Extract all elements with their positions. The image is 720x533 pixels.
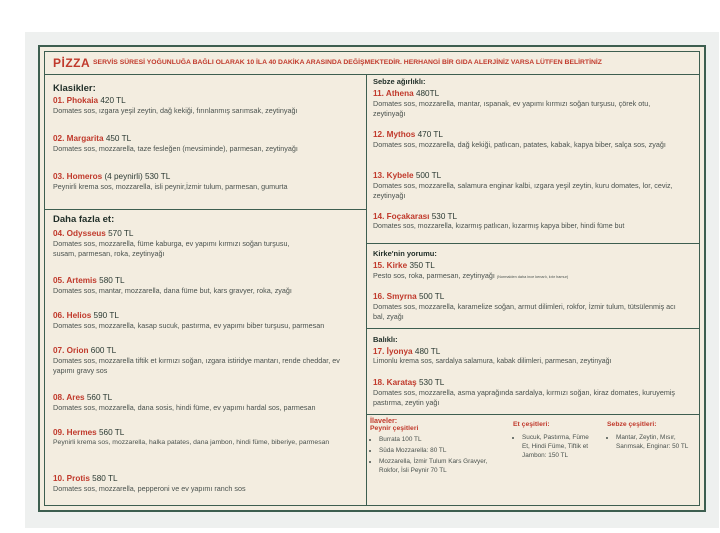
item-description: Domates sos, mozzarella, kasap sucuk, pastırma, ev yapımı biber turşusu, parmesan: [53, 321, 325, 330]
item-name: 02. Margarita 450 TL: [53, 134, 132, 143]
menu-item: [373, 130, 683, 150]
service-notice: SERVİS SÜRESİ YOĞUNLUĞA BAĞLI OLARAK 10 İLA 40 DAKİKA ARASINDA DEĞİŞMEKTEDİR. HERHANGİ BİR GIDA ALERJİNİZ VARSA LÜTFEN BELİRTİNİZ: [93, 59, 602, 66]
item-name: 03. Homeros (4 peynirli) 530 TL: [53, 172, 171, 181]
list-item: • Mozzarella, İzmir Tulum Kars Gravyer, Rokfor, İsli Peynir 70 TL: [379, 457, 488, 475]
menu-item: [53, 96, 361, 116]
divider-right-2: [366, 328, 699, 329]
list-item: • Süda Mozzarella: 80 TL: [379, 446, 488, 455]
menu-title: PİZZA: [53, 56, 91, 70]
menu-item: [53, 134, 361, 154]
item-name: 10. Protis 580 TL: [53, 474, 118, 483]
item-name: 04. Odysseus 570 TL: [53, 229, 134, 238]
menu-item: [373, 171, 683, 201]
menu-header: [45, 52, 699, 75]
menu-item: [53, 474, 361, 494]
menu-item: [53, 172, 361, 192]
item-name: 08. Ares 560 TL: [53, 393, 113, 402]
item-description: Domates sos, mozzarella, dana sosis, hindi füme, ev yapımı hardal sos, parmesan: [53, 403, 316, 412]
section-klasikler: Klasikler:: [53, 83, 96, 94]
item-description: Peynirli krema sos, mozzarella, halka patates, dana jambon, hindi füme, biberiye, parmesan: [53, 439, 330, 446]
item-name: 05. Artemis 580 TL: [53, 276, 125, 285]
pizza-menu-card: [38, 45, 706, 512]
extras-title: İlaveler:: [370, 416, 398, 425]
item-name: 17. İyonya 480 TL: [373, 347, 441, 356]
item-name: 11. Athena 480TL: [373, 89, 440, 98]
item-description: Domates sos, mozzarella, füme kaburga, ev yapımı kırmızı soğan turşusu, susam, parmesan, roka, zeytinyağı: [53, 239, 290, 259]
item-description: Domates sos, mozzarella, dağ kekiği, patlıcan, patates, kabak, kapya biber, salça sos, zyağı: [373, 140, 666, 149]
list-item: • Mantar, Zeytin, Mısır, Sarımsak, Enginar: 50 TL: [616, 433, 692, 451]
divider-right-1: [366, 243, 699, 244]
item-description: Domates sos, mozzarella, karamelize soğan, armut dilimleri, rokfor, İzmir tulum, tütsülenmiş acı bal, zyağı: [373, 302, 676, 322]
menu-item: [53, 346, 343, 376]
section-daha-fazla-et: Daha fazla et:: [53, 214, 115, 225]
list-item: • Sucuk, Pastırma, Füme Et, Hindi Füme, Tiftik et Jambon: 150 TL: [522, 433, 591, 460]
section-sebze: Sebze ağırlıklı:: [373, 77, 426, 86]
item-description: Domates sos, mozzarella, taze fesleğen (mevsiminde), parmesan, zeytinyağı: [53, 144, 298, 153]
menu-item: [373, 261, 685, 282]
item-name: 01. Phokaia 420 TL: [53, 96, 126, 105]
menu-item: [373, 89, 683, 119]
menu-item: [373, 292, 685, 322]
section-kirke: Kirke'nin yorumu:: [373, 249, 437, 258]
column-divider: [366, 74, 367, 505]
menu-frame: [44, 51, 700, 506]
item-name: 13. Kybele 500 TL: [373, 171, 442, 180]
menu-item: [53, 276, 361, 296]
menu-item: [373, 212, 685, 232]
section-balikli: Balıklı:: [373, 335, 398, 344]
item-description: Domates sos, mantar, mozzarella, dana füme but, kars gravyer, roka, zyağı: [53, 286, 292, 295]
item-description: Limonlu krema sos, sardalya salamura, kabak dilimleri, parmesan, zeytinyağı: [373, 358, 612, 365]
cheese-title: Peynir çeşitleri: [370, 425, 419, 432]
item-description: Domates sos, mozzarella, kızarmış patlıcan, kızarmış kapya biber, hindi füme but: [373, 223, 625, 230]
item-description: Domates sos, mozzarella, mantar, ıspanak, ev yapımı kırmızı soğan turşusu, çörek otu, zeytinyağı: [373, 99, 651, 119]
item-description: Domates sos, mozzarella tiftik et kırmızı soğan, ızgara istiridye mantarı, rende cheddar, ev yapımı gravy sos: [53, 356, 340, 376]
item-name: 15. Kirke 350 TL: [373, 261, 435, 270]
item-name: 16. Smyrna 500 TL: [373, 292, 445, 301]
menu-item: [373, 347, 685, 367]
item-description: Domates sos, mozzarella, salamura enginar kalbi, ızgara yeşil zeytin, kuru domates, lor, ceviz, zeytinyağı: [373, 181, 673, 201]
menu-item: [53, 428, 353, 448]
item-name: 07. Orion 600 TL: [53, 346, 117, 355]
item-name: 06. Helios 590 TL: [53, 311, 119, 320]
list-item: • Burrata 100 TL: [379, 435, 488, 444]
item-name: 18. Karataş 530 TL: [373, 378, 445, 387]
item-description: Domates sos, mozzarella, asma yaprağında sardalya, kırmızı soğan, kiraz domates, kuruyemiş pastırma, zeytin yağı: [373, 388, 675, 408]
item-name: 12. Mythos 470 TL: [373, 130, 443, 139]
item-description: Peynirli krema sos, mozzarella, isli peynir,İzmir tulum, parmesan, gumurta: [53, 182, 288, 191]
menu-item: [373, 378, 685, 408]
menu-item: [53, 311, 363, 331]
meat-title: Et çeşitleri:: [513, 421, 550, 428]
item-name: 14. Foçakarası 530 TL: [373, 212, 458, 221]
divider-left: [45, 209, 366, 210]
veg-list: [607, 433, 692, 453]
item-description: Pesto sos, roka, parmesan, zeytinyağı (Normalden daha ince kenarlı, kıtır hamur): [373, 271, 569, 280]
item-name: 09. Hermes 560 TL: [53, 428, 125, 437]
veg-title: Sebze çeşitleri:: [607, 421, 657, 428]
menu-item: [53, 393, 363, 413]
meat-list: [513, 433, 591, 462]
crust-note: (Normalden daha ince kenarlı, kıtır hamur): [496, 275, 569, 279]
divider-right-3: [366, 414, 699, 415]
cheese-list: [370, 435, 488, 477]
menu-photo: [25, 32, 719, 528]
item-description: Domates sos, ızgara yeşil zeytin, dağ kekiği, fırınlanmış sarımsak, zeytinyağı: [53, 106, 298, 115]
item-description: Domates sos, mozzarella, pepperoni ve ev yapımı ranch sos: [53, 484, 246, 493]
menu-item: [53, 229, 361, 259]
